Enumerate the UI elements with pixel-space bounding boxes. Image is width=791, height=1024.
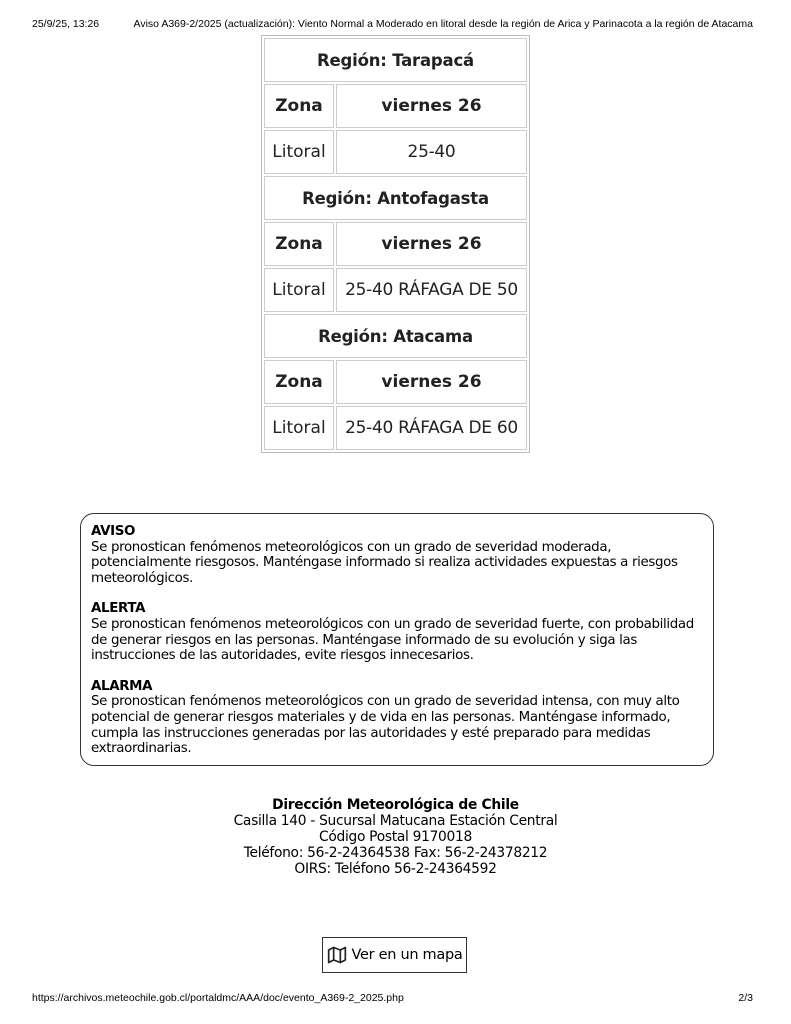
legend-description: Se pronostican fenómenos meteorológicos con un grado de severidad intensa, con muy alto potencial de generar riesgos materiales y de vida en las personas. Manténgase informado, cumpla las instrucciones generadas por las autoridades y esté preparado para medidas extraordinarias. — [91, 694, 680, 757]
view-map-label: Ver en un mapa — [351, 947, 463, 963]
legend-term: AVISO — [91, 524, 136, 539]
zone-header: Zona — [264, 84, 334, 128]
zone-header: Zona — [264, 222, 334, 266]
legend-description: Se pronostican fenómenos meteorológicos con un grado de severidad fuerte, con probabilidad de generar riesgos en las personas. Manténgase informado de su evolución y siga las instrucciones de las autoridades, evite riesgos innecesarios. — [91, 616, 694, 664]
address-line: OIRS: Teléfono 56-2-24364592 — [294, 861, 497, 877]
zone-header: Zona — [264, 360, 334, 404]
day-header: viernes 26 — [336, 222, 527, 266]
wind-value-cell: 25-40 RÁFAGA DE 50 — [336, 268, 527, 312]
print-url: https://archivos.meteochile.gob.cl/portaldmc/AAA/doc/evento_A369-2_2025.php — [32, 992, 404, 1004]
print-header — [32, 18, 753, 30]
zone-cell: Litoral — [264, 268, 334, 312]
map-icon — [327, 945, 347, 965]
address-line: Casilla 140 - Sucursal Matucana Estación Central — [233, 813, 558, 829]
region-row — [264, 38, 527, 82]
zone-cell: Litoral — [264, 406, 334, 450]
table-row — [264, 406, 527, 450]
legend-item-alerta — [91, 601, 705, 663]
address-line: Código Postal 9170018 — [319, 829, 472, 845]
region-row — [264, 176, 527, 220]
day-header: viernes 26 — [336, 84, 527, 128]
region-title: Región: Tarapacá — [264, 38, 527, 82]
wind-value-cell: 25-40 RÁFAGA DE 60 — [336, 406, 527, 450]
region-title: Región: Antofagasta — [264, 176, 527, 220]
organization-name: Dirección Meteorológica de Chile — [272, 797, 519, 813]
region-row — [264, 314, 527, 358]
wind-value-cell: 25-40 — [336, 130, 527, 174]
contact-address — [0, 797, 791, 877]
print-page-title: Aviso A369-2/2025 (actualización): Viento Normal a Moderado en litoral desde la región de Arica y Parinacota a la región de Atacama — [133, 18, 753, 30]
legend-item-aviso — [91, 524, 705, 586]
header-row — [264, 84, 527, 128]
legend-description: Se pronostican fenómenos meteorológicos con un grado de severidad moderada, potencialmente riesgosos. Manténgase informado si realiza actividades expuestas a riesgos meteorológicos. — [91, 539, 678, 586]
view-map-button[interactable] — [322, 937, 467, 973]
zone-cell: Litoral — [264, 130, 334, 174]
header-row — [264, 360, 527, 404]
legend-item-alarma — [91, 679, 705, 757]
table-row — [264, 130, 527, 174]
severity-legend — [80, 513, 714, 766]
print-footer — [32, 992, 753, 1004]
address-line: Teléfono: 56-2-24364538 Fax: 56-2-24378212 — [243, 845, 548, 861]
header-row — [264, 222, 527, 266]
day-header: viernes 26 — [336, 360, 527, 404]
legend-term: ALERTA — [91, 601, 146, 617]
region-title: Región: Atacama — [264, 314, 527, 358]
table-row — [264, 268, 527, 312]
print-datetime: 25/9/25, 13:26 — [32, 18, 100, 30]
forecast-table — [261, 35, 530, 453]
page-number: 2/3 — [738, 992, 753, 1004]
legend-term: ALARMA — [91, 678, 153, 694]
